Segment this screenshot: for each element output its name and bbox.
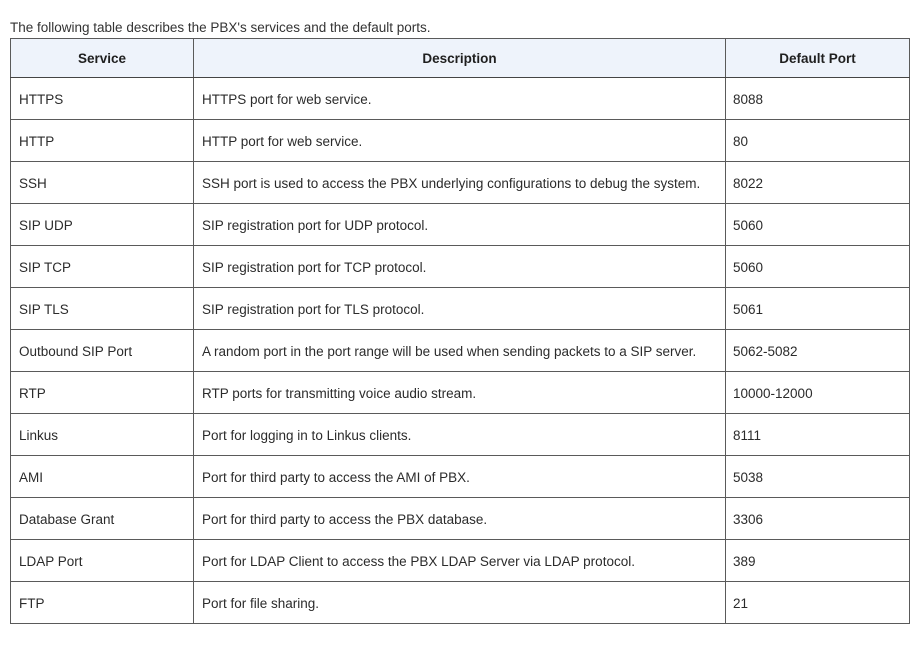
- cell-description: HTTPS port for web service.: [194, 78, 726, 120]
- cell-service: HTTPS: [11, 78, 194, 120]
- cell-service: RTP: [11, 372, 194, 414]
- cell-description: SSH port is used to access the PBX underlying configurations to debug the system.: [194, 162, 726, 204]
- table-header-row: [11, 39, 910, 78]
- cell-port: 21: [726, 582, 910, 624]
- cell-service: FTP: [11, 582, 194, 624]
- table-row: [11, 414, 910, 456]
- cell-description: A random port in the port range will be used when sending packets to a SIP server.: [194, 330, 726, 372]
- table-row: [11, 330, 910, 372]
- header-default-port: Default Port: [726, 39, 910, 78]
- cell-description: Port for third party to access the PBX database.: [194, 498, 726, 540]
- cell-description: Port for file sharing.: [194, 582, 726, 624]
- cell-port: 389: [726, 540, 910, 582]
- cell-port: 3306: [726, 498, 910, 540]
- table-row: [11, 288, 910, 330]
- cell-port: 5060: [726, 246, 910, 288]
- cell-port: 10000-12000: [726, 372, 910, 414]
- table-row: [11, 78, 910, 120]
- cell-description: HTTP port for web service.: [194, 120, 726, 162]
- cell-port: 5038: [726, 456, 910, 498]
- cell-port: 5061: [726, 288, 910, 330]
- table-row: [11, 246, 910, 288]
- cell-description: SIP registration port for UDP protocol.: [194, 204, 726, 246]
- cell-port: 5060: [726, 204, 910, 246]
- cell-service: LDAP Port: [11, 540, 194, 582]
- table-row: [11, 540, 910, 582]
- ports-table: [10, 38, 910, 624]
- table-row: [11, 162, 910, 204]
- cell-description: SIP registration port for TCP protocol.: [194, 246, 726, 288]
- cell-service: Database Grant: [11, 498, 194, 540]
- table-row: [11, 498, 910, 540]
- table-row: [11, 120, 910, 162]
- cell-service: SIP TLS: [11, 288, 194, 330]
- cell-service: SIP TCP: [11, 246, 194, 288]
- cell-service: Outbound SIP Port: [11, 330, 194, 372]
- table-row: [11, 204, 910, 246]
- cell-port: 8111: [726, 414, 910, 456]
- table-row: [11, 372, 910, 414]
- cell-port: 80: [726, 120, 910, 162]
- cell-description: Port for third party to access the AMI of PBX.: [194, 456, 726, 498]
- cell-service: SSH: [11, 162, 194, 204]
- cell-description: SIP registration port for TLS protocol.: [194, 288, 726, 330]
- cell-service: Linkus: [11, 414, 194, 456]
- header-service: Service: [11, 39, 194, 78]
- cell-port: 8088: [726, 78, 910, 120]
- header-description: Description: [194, 39, 726, 78]
- cell-description: RTP ports for transmitting voice audio stream.: [194, 372, 726, 414]
- cell-port: 5062-5082: [726, 330, 910, 372]
- cell-service: AMI: [11, 456, 194, 498]
- cell-description: Port for logging in to Linkus clients.: [194, 414, 726, 456]
- cell-description: Port for LDAP Client to access the PBX LDAP Server via LDAP protocol.: [194, 540, 726, 582]
- cell-service: SIP UDP: [11, 204, 194, 246]
- table-row: [11, 582, 910, 624]
- cell-service: HTTP: [11, 120, 194, 162]
- intro-text: The following table describes the PBX's services and the default ports.: [10, 19, 431, 35]
- table-row: [11, 456, 910, 498]
- cell-port: 8022: [726, 162, 910, 204]
